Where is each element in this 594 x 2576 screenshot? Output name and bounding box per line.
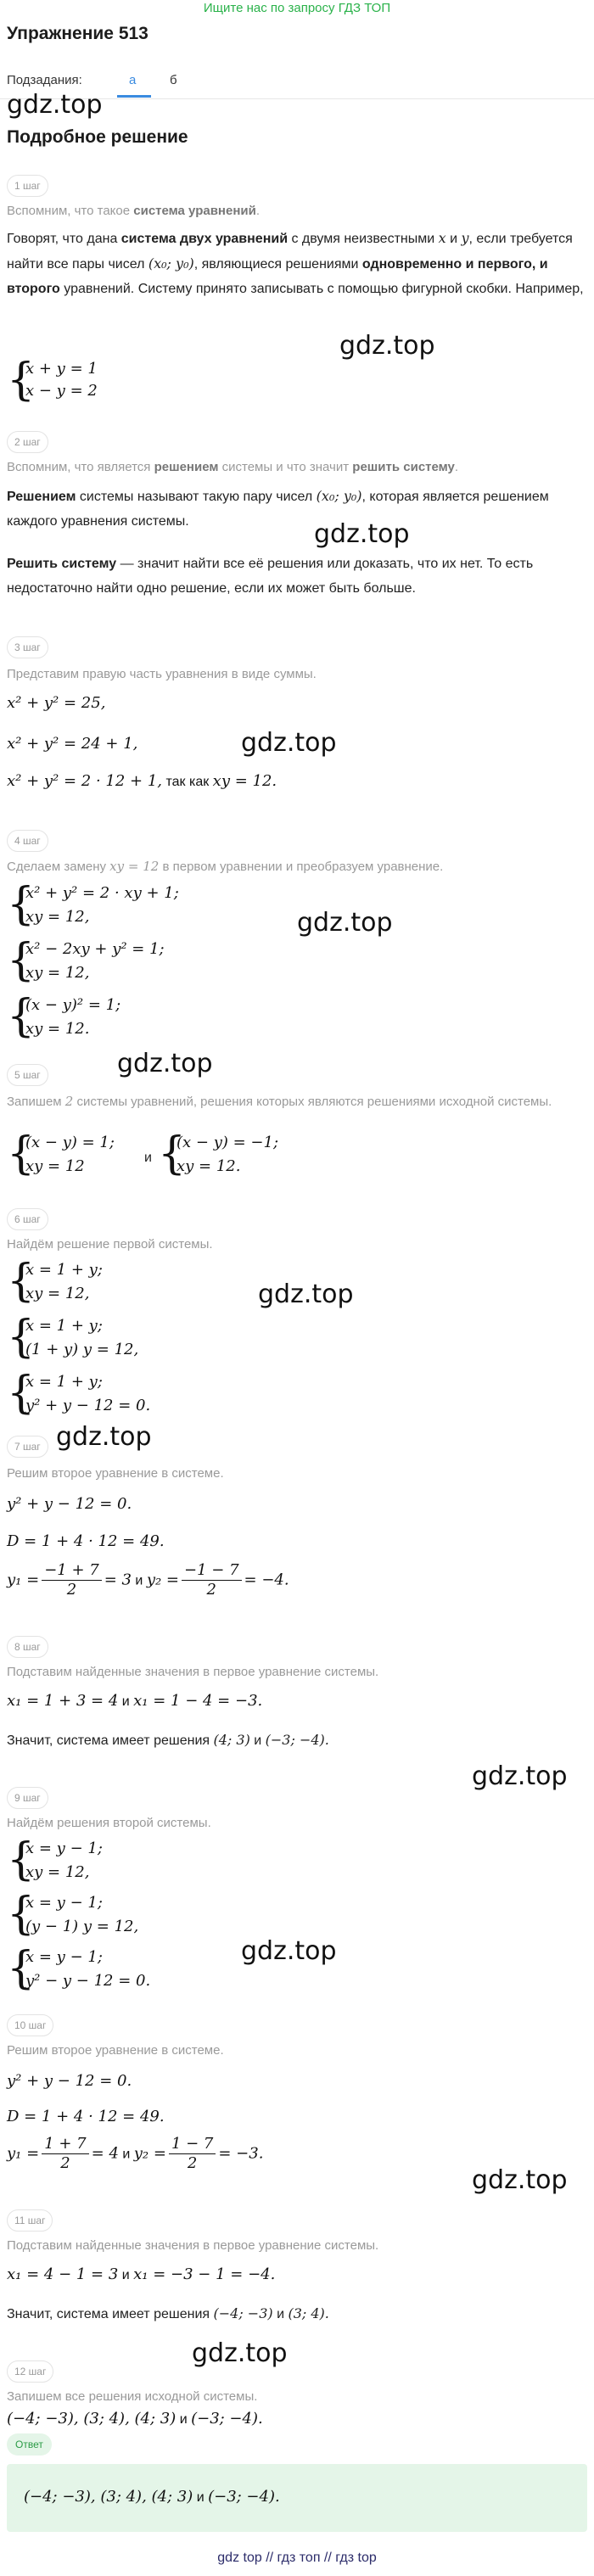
step-hint: Представим правую часть уравнения в виде суммы. — [7, 667, 317, 681]
equation-system: { x = 1 + y; y² + y − 12 = 0. — [7, 1368, 151, 1419]
exercise-title: Упражнение 513 — [7, 24, 148, 43]
step-hint: Решим второе уравнение в системе. — [7, 2043, 224, 2058]
step-hint: Запишем 2 системы уравнений, решения которых являются решениями исходной системы. — [7, 1094, 552, 1109]
step-badge: 10 шаг — [7, 2014, 53, 2036]
equation-system: { (x − y) = −1; xy = 12. — [158, 1128, 279, 1179]
watermark: gdz.top — [117, 1049, 213, 1078]
step-badge: 4 шаг — [7, 830, 48, 852]
equation-system: { x² − 2xy + y² = 1; xy = 12, — [7, 935, 165, 986]
step-badge: 2 шаг — [7, 431, 48, 453]
step-hint: Вспомним, что является решением системы и что значит решить систему. — [7, 460, 459, 474]
equation: x² + y² = 25, — [7, 694, 106, 712]
definition-text: Говорят, что дана система двух уравнений с двумя неизвестными x и y, если требуется найти все пары чисел (x₀; y₀), являющиеся решениями одновременно и первого, и второго уравнений. Систему принято записывать с помощью фигурной скобки. Например, — [7, 230, 584, 296]
step-badge: 9 шаг — [7, 1787, 48, 1809]
watermark: gdz.top — [192, 2338, 288, 2368]
watermark: gdz.top — [314, 519, 410, 549]
footer-links[interactable]: gdz top // гдз топ // гдз top — [217, 2551, 377, 2565]
watermark: gdz.top — [56, 1422, 152, 1452]
equation: y² + y − 12 = 0. — [7, 1495, 132, 1513]
step-hint: Найдём решение первой системы. — [7, 1237, 213, 1252]
section-title: Подробное решение — [7, 127, 188, 147]
equation-system: { (x − y)² = 1; xy = 12. — [7, 991, 121, 1042]
answer-box — [7, 2464, 587, 2532]
step-badge: 5 шаг — [7, 1064, 48, 1086]
subtask-tab-b[interactable]: б — [170, 73, 177, 87]
conclusion-text: Значит, система имеет решения (4; 3) и (−3; −4). — [7, 1732, 329, 1748]
step-hint: Вспомним, что такое система уравнений. — [7, 204, 261, 218]
step-hint: Подставим найденные значения в первое уравнение системы. — [7, 1665, 379, 1679]
answer-badge: Ответ — [7, 2433, 52, 2456]
equation-system: { x = 1 + y; (1 + y) y = 12, — [7, 1312, 139, 1363]
step-hint: Найдём решения второй системы. — [7, 1816, 211, 1830]
step-hint: Сделаем замену xy = 12 в первом уравнении и преобразуем уравнение. — [7, 859, 444, 874]
example-system: { x + y = 1 x − y = 2 — [7, 355, 98, 406]
equation-system: { x = y − 1; y² − y − 12 = 0. — [7, 1943, 151, 1994]
conclusion-text: Значит, система имеет решения (−4; −3) и (3; 4). — [7, 2305, 329, 2321]
equation-system: { x = 1 + y; xy = 12, — [7, 1256, 103, 1307]
answer-value: (−4; −3), (3; 4), (4; 3) и (−3; −4). — [24, 2488, 280, 2506]
watermark: gdz.top — [339, 331, 435, 361]
step-badge: 1 шаг — [7, 175, 48, 197]
equation: x₁ = 1 + 3 = 4 и x₁ = 1 − 4 = −3. — [7, 1692, 263, 1710]
roots: y₁ = $\frac{-1 + 7}{2}$ = 3 и y₂ = $\frac{-1 - 7}{2}$ = −4. — [7, 1561, 289, 1599]
watermark: gdz.top — [297, 908, 393, 938]
equation: x₁ = 4 − 1 = 3 и x₁ = −3 − 1 = −4. — [7, 2265, 276, 2283]
equation: x² + y² = 2 · 12 + 1, так как xy = 12. — [7, 772, 277, 790]
equation: D = 1 + 4 · 12 = 49. — [7, 2108, 165, 2125]
step-badge: 12 шаг — [7, 2360, 53, 2383]
equation: y² + y − 12 = 0. — [7, 2072, 132, 2090]
step-hint: Решим второе уравнение в системе. — [7, 1466, 224, 1481]
step-hint: Подставим найденные значения в первое уравнение системы. — [7, 2238, 379, 2253]
active-tab-underline — [117, 95, 151, 98]
equation-system: { (x − y) = 1; xy = 12 — [7, 1128, 115, 1179]
watermark: gdz.top — [472, 2165, 568, 2195]
solutions: (−4; −3), (3; 4), (4; 3) и (−3; −4). — [7, 2410, 263, 2428]
equation: D = 1 + 4 · 12 = 49. — [7, 1532, 165, 1550]
equation-system: { x² + y² = 2 · xy + 1; xy = 12, — [7, 879, 179, 930]
watermark: gdz.top — [472, 1761, 568, 1791]
top-banner[interactable]: Ищите нас по запросу ГДЗ ТОП — [203, 1, 391, 15]
and-word: и — [144, 1151, 152, 1165]
step-hint: Запишем все решения исходной системы. — [7, 2389, 258, 2404]
watermark: gdz.top — [258, 1280, 354, 1309]
step-badge: 11 шаг — [7, 2209, 53, 2232]
equation-system: { x = y − 1; xy = 12, — [7, 1834, 103, 1885]
definition-text: Решить систему — значит найти все её решения или доказать, что их нет. То есть недостаточно найти одно решение, если их может быть больше. — [7, 557, 534, 596]
step-badge: 7 шаг — [7, 1436, 48, 1458]
step-badge: 8 шаг — [7, 1636, 48, 1658]
step-badge: 6 шаг — [7, 1208, 48, 1230]
roots: y₁ = $\frac{1 + 7}{2}$ = 4 и y₂ = $\frac{1 - 7}{2}$ = −3. — [7, 2135, 264, 2172]
subtask-tab-a[interactable]: а — [129, 73, 137, 87]
watermark: gdz.top — [241, 728, 337, 758]
definition-text: Решением системы называют такую пару чисел (x₀; y₀), которая является решением каждого уравнения системы. — [7, 488, 549, 529]
watermark: gdz.top — [241, 1936, 337, 1966]
step-badge: 3 шаг — [7, 636, 48, 658]
subtasks-label: Подзадания: — [7, 73, 82, 87]
equation-system: { x = y − 1; (y − 1) y = 12, — [7, 1889, 139, 1940]
watermark: gdz.top — [7, 90, 103, 120]
equation: x² + y² = 24 + 1, — [7, 735, 138, 753]
